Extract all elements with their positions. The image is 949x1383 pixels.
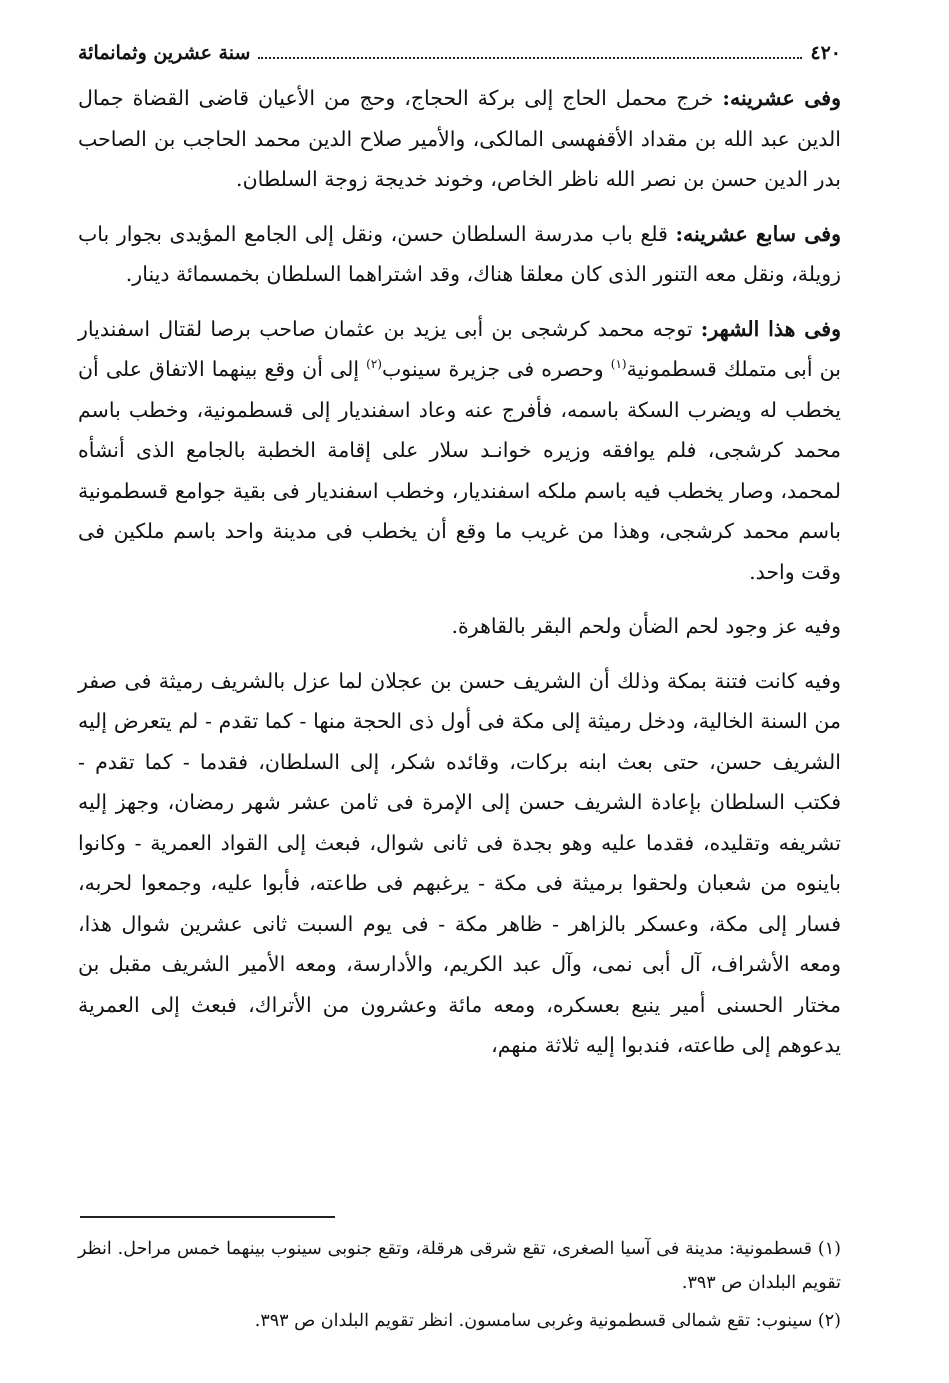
- paragraph-lead: وفى عشرينه:: [722, 86, 841, 110]
- paragraph-3: [78, 309, 841, 593]
- page-number: ٤٢٠: [810, 42, 841, 64]
- paragraph-body: توجه محمد كرشجى بن أبى يزيد بن عثمان صاحب برصا لقتال اسفنديار بن أبى متملك قسطمونية: [78, 316, 841, 381]
- paragraph-body: وفيه كانت فتنة بمكة وذلك أن الشريف حسن بن عجلان لما عزل بالشريف رميثة فى صفر من السنة الخالية، ودخل رميثة إلى مكة فى أول ذى الحجة منها - كما تقدم - لم يتعرض إليه الشريف حسن، حتى بعث ابنه بركات، وقائده شكر، إلى السلطان، فقدما - كما تقدم - فكتب السلطان بإعادة الشريف حسن إلى الإمرة فى ثامن عشر شهر رمضان، وجهز إليه تشريفه وتقليده، فقدما عليه وهو بجدة فى ثانى شوال، فبعث إلى القواد العمرية - وكانوا باينوه من شعبان ولحقوا برميثة فى مكة - يرغبهم فى طاعته، فأبوا عليه، وجمعوا لحربه، فسار إلى مكة، وعسكر بالزاهر - ظاهر مكة - فى يوم السبت ثانى عشرين شوال هذا، ومعه الأشراف، آل أبى نمى، وآل عبد الكريم، والأدارسة، ومعه الأمير الشريف مقبل بن مختار الحسنى أمير ينبع بعسكره، ومعه مائة وعشرون من الأتراك، فبعث إلى العمرية يدعوهم إلى طاعته، فندبوا إليه ثلاثة منهم،: [78, 668, 841, 1057]
- paragraph-lead: وفى هذا الشهر:: [700, 316, 841, 341]
- footnote-separator: [80, 1216, 335, 1218]
- paragraph-body: وفيه عز وجود لحم الضأن ولحم البقر بالقاهرة.: [451, 614, 841, 638]
- dotted-leader: [258, 47, 802, 59]
- main-text: [78, 78, 841, 1066]
- paragraph-body: قلع باب مدرسة السلطان حسن، ونقل إلى الجامع المؤيدى بجوار باب زويلة، ونقل معه التنور الذى كان معلقا هناك، وقد اشتراهما السلطان بخمسمائة دينار.: [78, 221, 841, 286]
- paragraph-4: [78, 606, 841, 647]
- footnote-2: (٢) سينوب: تقع شمالى قسطمونية وغربى سامسون. انظر تقويم البلدان ص ٣٩٣.: [254, 1311, 841, 1331]
- running-title: سنة عشرين وثمانمائة: [78, 42, 251, 64]
- paragraph-body: خرج محمل الحاج إلى بركة الحجاج، وحج من الأعيان قاضى القضاة جمال الدين عبد الله بن مقداد الأقفهسى المالكى، والأمير صلاح الدين محمد الحاجب بن الصاحب بدر الدين حسن بن نصر الله ناظر الخاص، وخوند خديجة زوجة السلطان.: [78, 86, 841, 191]
- paragraph-body: وحصره فى جزيرة سينوب: [381, 357, 611, 381]
- footnote-ref-1[interactable]: (١): [610, 357, 627, 372]
- footnote-1: (١) قسطمونية: مدينة فى آسيا الصغرى، تقع شرقى هرقلة، وتقع جنوبى سينوب بينهما خمس مراحل. انظر تقويم البلدان ص ٣٩٣.: [78, 1239, 841, 1293]
- paragraph-2: [78, 214, 841, 295]
- paragraph-body: إلى أن وقع بينهما الاتفاق على أن يخطب له ويضرب السكة باسمه، فأفرج عنه وعاد اسفنديار إلى قسطمونية، وخطب باسم محمد كرشجى، فلم يوافقه وزيره خوانـد سلار على إقامة الخطبة بالجامع الذى أنشأه لمحمد، وصار يخطب فيه باسم ملكه اسفنديار، وخطب اسفنديار فى بقية جوامع قسطمونية باسم محمد كرشجى، وهذا من غريب ما وقع أن يخطب فى مدينة واحد باسم ملكين فى وقت واحد.: [78, 357, 841, 584]
- paragraph-1: [78, 78, 841, 200]
- running-header: [78, 38, 841, 68]
- paragraph-lead: وفى سابع عشرينه:: [675, 221, 841, 246]
- footnote-ref-2[interactable]: (٢): [366, 357, 382, 372]
- paragraph-5: [78, 661, 841, 1066]
- footnotes: [78, 1232, 841, 1342]
